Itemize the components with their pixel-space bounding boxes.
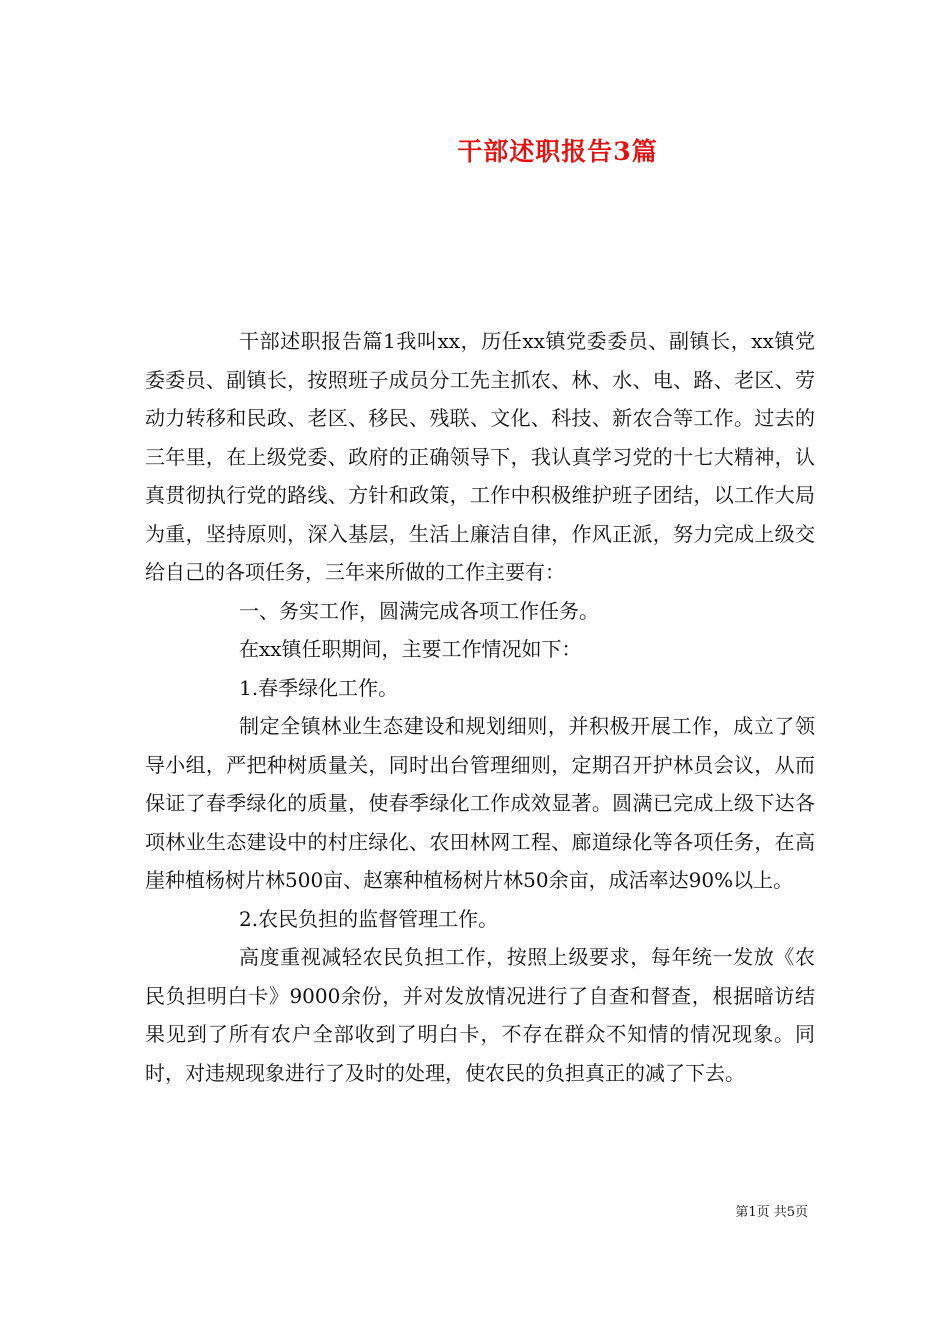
document-body	[145, 322, 815, 1092]
paragraph-section-heading: 一、务实工作，圆满完成各项工作任务。	[239, 598, 599, 623]
paragraph-item-1-body: 制定全镇林业生态建设和规划细则，并积极开展工作，成立了领导小组，严把种树质量关，同时出台管理细则，定期召开护林员会议，从而保证了春季绿化的质量，使春季绿化工作成效显著。圆满已完成上级下达各项林业生态建设中的村庄绿化、农田林网工程、廊道绿化等各项任务，在高崖种植杨树片林500亩、赵寨种植杨树片林50余亩，成活率达90%以上。	[145, 714, 815, 892]
page-number-footer: 第1页 共5页	[735, 1205, 808, 1220]
paragraph-item-2-body: 高度重视减轻农民负担工作，按照上级要求，每年统一发放《农民负担明白卡》9000余份，并对发放情况进行了自查和督查，根据暗访结果见到了所有农户全部收到了明白卡，不存在群众不知情的情况现象。同时，对违规现象进行了及时的处理，使农民的负担真正的减了下去。	[145, 945, 815, 1085]
document-title: 干部述职报告3篇	[457, 137, 658, 166]
paragraph-intro: 干部述职报告篇1我叫xx，历任xx镇党委委员、副镇长，xx镇党委委员、副镇长，按照班子成员分工先主抓农、林、水、电、路、老区、劳动力转移和民政、老区、移民、残联、文化、科技、新农合等工作。过去的三年里，在上级党委、政府的正确领导下，我认真学习党的十七大精神，认真贯彻执行党的路线、方针和政策，工作中积极维护班子团结，以工作大局为重，坚持原则，深入基层，生活上廉洁自律，作风正派，努力完成上级交给自己的各项任务，三年来所做的工作主要有：	[145, 329, 815, 584]
paragraph-item-2-heading: 2.农民负担的监督管理工作。	[239, 906, 499, 931]
paragraph-work-summary: 在xx镇任职期间，主要工作情况如下：	[239, 637, 582, 661]
paragraph-item-1-heading: 1.春季绿化工作。	[239, 675, 399, 700]
